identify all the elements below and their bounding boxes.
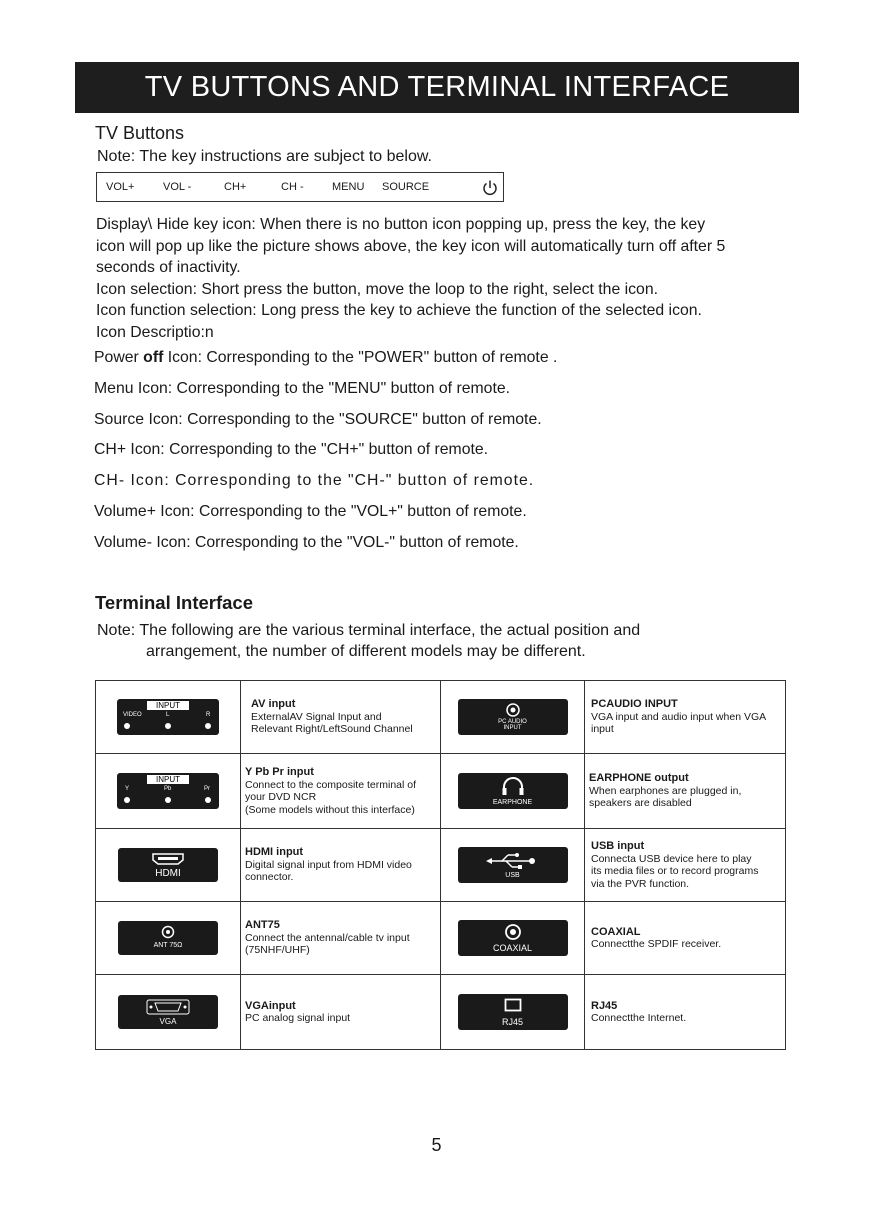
table-row (96, 975, 786, 1050)
table-row (96, 902, 786, 975)
earphone-desc: EARPHONE output When earphones are plugged in, speakers are disabled (585, 754, 786, 829)
av-label-video: VIDEO (123, 712, 142, 718)
antenna-jack-icon (161, 925, 175, 939)
rj45-title: RJ45 (591, 999, 618, 1012)
ant-panel (118, 921, 218, 955)
usb-icon (486, 852, 538, 870)
usb-panel (458, 847, 568, 883)
vga-port-label: VGA (159, 1017, 177, 1026)
pc-audio-panel (458, 699, 568, 735)
key-vol-minus: VOL - (163, 181, 192, 193)
earphone-title: EARPHONE output (589, 772, 689, 785)
hdmi-title: HDMI input (245, 846, 304, 859)
ypbpr-label-pb: Pb (164, 786, 172, 792)
coaxial-panel (458, 920, 568, 956)
ypbpr-desc: Y Pb Pr input Connect to the composite terminal of your DVD NCR (Some models without this interface) (241, 754, 441, 829)
key-ch-plus: CH+ (224, 181, 247, 193)
coaxial-port-cell (441, 902, 585, 975)
ethernet-port-icon (504, 998, 522, 1014)
icon-desc-ch-plus: CH+ Icon: Corresponding to the "CH+" button of remote. (94, 441, 489, 459)
vga-port-cell (96, 975, 241, 1050)
earphone-port-cell (441, 754, 585, 829)
headphones-icon (501, 776, 525, 796)
av-label-r: R (206, 712, 211, 718)
av-input-port-cell (96, 681, 241, 754)
instruction-line: icon will pop up like the picture shows above, the key icon will automatically turn off after 5 (96, 237, 726, 255)
av-panel-header: INPUT (147, 701, 189, 710)
av-label-l: L (166, 712, 170, 718)
icon-desc-power: Power off Icon: Corresponding to the "POWER" button of remote . (94, 349, 558, 366)
icon-desc-volume-minus: Volume- Icon: Corresponding to the "VOL-" button of remote. (94, 533, 519, 551)
ypbpr-input-panel (117, 773, 219, 809)
instruction-line: Icon function selection: Long press the key to achieve the function of the selected icon. (96, 302, 702, 319)
ant-port-cell (96, 902, 241, 975)
banner-title: TV BUTTONS AND TERMINAL INTERFACE (144, 71, 730, 103)
usb-port-label: USB (505, 872, 520, 879)
pc-audio-port-label: PC AUDIO INPUT (498, 719, 527, 731)
ypbpr-port-cell (96, 754, 241, 829)
rj45-desc: RJ45 Connectthe Internet. (585, 975, 786, 1050)
coaxial-port-label: COAXIAL (492, 943, 532, 953)
usb-desc: USB input Connecta USB device here to play its media files or to record programs via the PVR function. (585, 829, 786, 902)
hdmi-desc: HDMI input Digital signal input from HDMI video connector. (241, 829, 441, 902)
vga-title: VGAinput (245, 999, 296, 1012)
key-vol-plus: VOL+ (106, 181, 135, 193)
rj45-port-cell (441, 975, 585, 1050)
instruction-line: seconds of inactivity. (96, 259, 241, 276)
earphone-panel (458, 773, 568, 809)
hdmi-port-label: HDMI (155, 868, 181, 879)
vga-panel (118, 995, 218, 1029)
tv-buttons-heading: TV Buttons (95, 123, 185, 143)
instruction-line: Icon Descriptio:n (96, 323, 214, 341)
rj45-panel (458, 994, 568, 1030)
coaxial-title: COAXIAL (591, 925, 641, 938)
ypbpr-panel-header: INPUT (147, 775, 189, 784)
av-input-title: AV input (251, 698, 296, 711)
key-ch-minus: CH - (281, 181, 304, 193)
pc-audio-desc: PCAUDIO INPUT VGA input and audio input when VGA input (585, 681, 786, 754)
tv-buttons-note: Note: The key instructions are subject to below. (97, 148, 432, 165)
key-instructions (96, 214, 796, 343)
table-row (96, 829, 786, 902)
ypbpr-title: Y Pb Pr input (245, 766, 314, 778)
av-input-panel (117, 699, 219, 735)
page-banner (75, 62, 799, 113)
icon-desc-menu: Menu Icon: Corresponding to the "MENU" button of remote. (94, 379, 511, 397)
power-icon (482, 179, 498, 197)
instruction-line: Icon selection: Short press the button, move the loop to the right, select the icon. (96, 280, 658, 298)
table-row (96, 681, 786, 754)
icon-desc-source: Source Icon: Corresponding to the "SOURCE" button of remote. (94, 410, 542, 428)
terminal-note-line: arrangement, the number of different models may be different. (146, 643, 586, 660)
av-jacks-icon (117, 719, 219, 733)
table-row (96, 754, 786, 829)
usb-port-cell (441, 829, 585, 902)
instruction-line: Display\ Hide key icon: When there is no button icon popping up, press the key, the key (96, 216, 706, 233)
icon-description-list (94, 347, 557, 563)
usb-title: USB input (591, 840, 645, 852)
terminal-note (97, 620, 640, 662)
ant-title: ANT75 (245, 919, 280, 932)
pc-audio-port-cell (441, 681, 585, 754)
hdmi-panel (118, 848, 218, 882)
av-input-desc: AV input ExternalAV Signal Input and Relevant Right/LeftSound Channel (241, 681, 441, 754)
coaxial-desc: COAXIAL Connectthe SPDIF receiver. (585, 902, 786, 975)
ypbpr-label-y: Y (125, 786, 130, 792)
key-bar (96, 172, 504, 202)
terminal-note-line: Note: The following are the various terminal interface, the actual position and (97, 622, 641, 639)
vga-desc: VGAinput PC analog signal input (241, 975, 441, 1050)
icon-desc-volume-plus: Volume+ Icon: Corresponding to the "VOL+" button of remote. (94, 502, 527, 520)
hdmi-connector-icon (151, 852, 185, 866)
coaxial-jack-icon (504, 923, 522, 941)
vga-connector-icon (146, 999, 190, 1015)
pc-audio-title: PCAUDIO INPUT (591, 698, 678, 711)
ypbpr-label-pr: Pr (204, 786, 210, 792)
page-number: 5 (431, 1135, 442, 1155)
ant-port-label: ANT 75Ω (153, 942, 183, 949)
ypbpr-jacks-icon (117, 793, 219, 807)
terminal-table (95, 680, 786, 1050)
terminal-interface-heading: Terminal Interface (95, 592, 253, 613)
ant-desc: ANT75 Connect the antennal/cable tv input (75NHF/UHF) (241, 902, 441, 975)
key-menu: MENU (332, 181, 365, 193)
hdmi-port-cell (96, 829, 241, 902)
earphone-port-label: EARPHONE (492, 799, 533, 806)
icon-desc-ch-minus: CH- Icon: Corresponding to the "CH-" button of remote. (94, 472, 535, 490)
rj45-port-label: RJ45 (501, 1017, 523, 1027)
key-source: SOURCE (382, 181, 430, 193)
pc-audio-jack-icon (505, 702, 521, 718)
